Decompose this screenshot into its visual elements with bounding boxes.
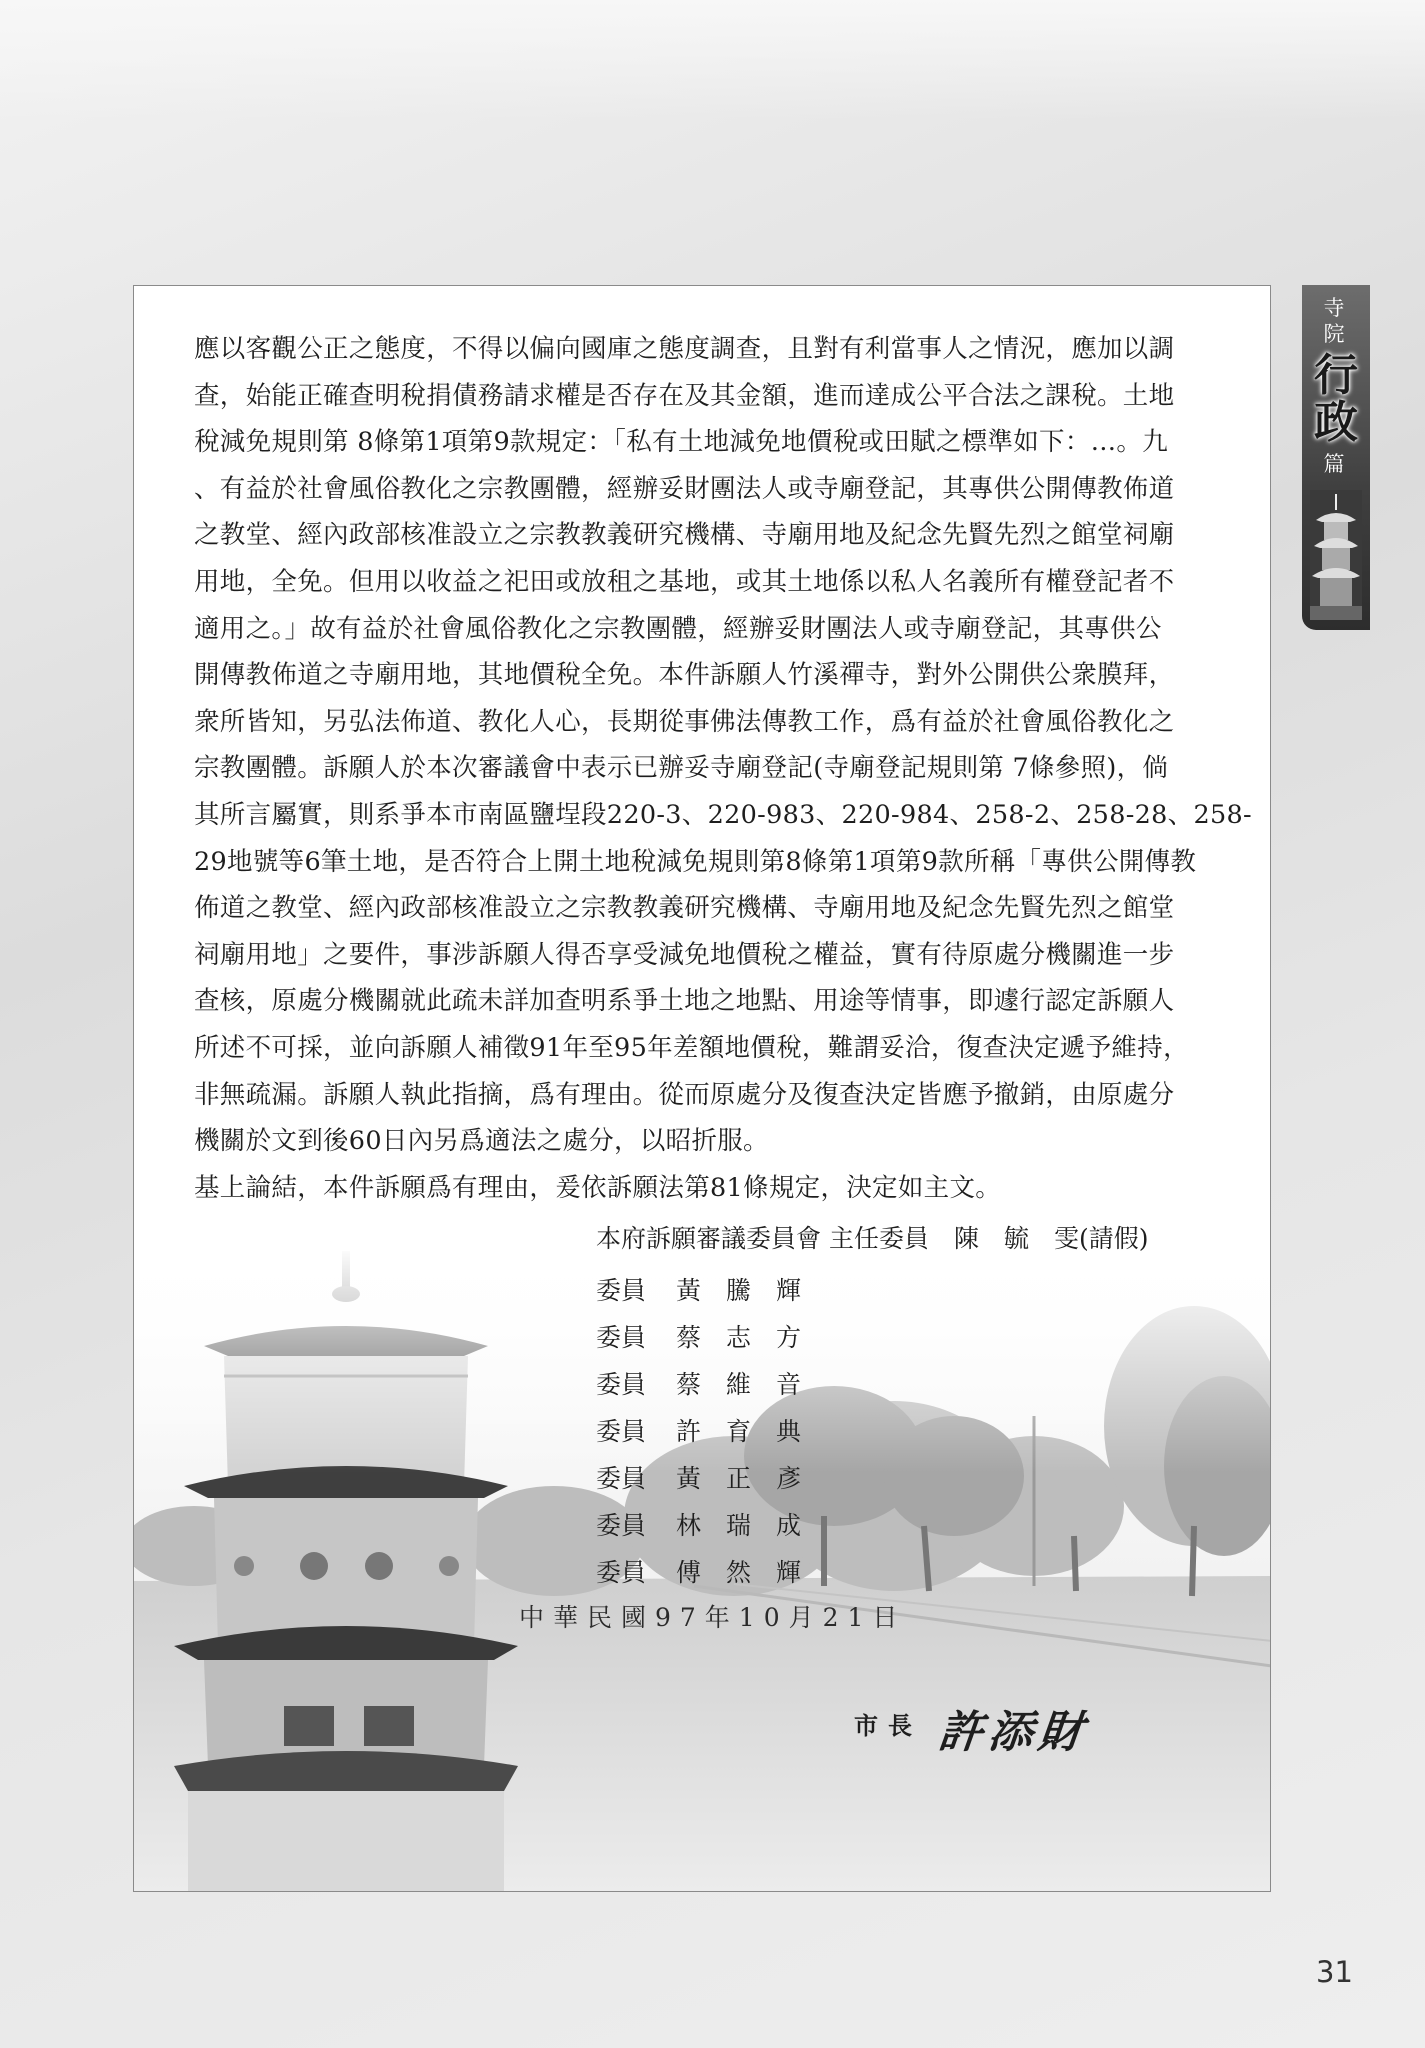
member-label: 委員 [596, 1558, 647, 1587]
body-line: 祠廟用地」之要件，事涉訴願人得否享受減免地價稅之權益，實有待原處分機關進一步 [194, 939, 1175, 970]
committee-member [596, 1459, 826, 1495]
page-number: 31 [1316, 1955, 1353, 1989]
member-label: 委員 [596, 1417, 647, 1446]
body-line: 之教堂、經內政部核准設立之宗教教義研究機構、寺廟用地及紀念先賢先烈之館堂祠廟 [194, 520, 1175, 551]
body-line: 適用之。」故有益於社會風俗教化之宗教團體，經辦妥財團法人或寺廟登記，其專供公 [194, 613, 1162, 644]
body-line: 查，始能正確查明稅捐債務請求權是否存在及其金額，進而達成公平合法之課稅。土地 [194, 380, 1175, 411]
committee-member [596, 1506, 826, 1542]
committee-chair-line: 本府訴願審議委員會 主任委員 陳 毓 雯(請假) [596, 1224, 1149, 1253]
member-name: 許育典 [676, 1417, 827, 1446]
body-line: 查核，原處分機關就此疏未詳加查明系爭土地之地點、用途等情事，即遽行認定訴願人 [194, 986, 1175, 1017]
body-line: 稅減免規則第 8條第1項第9款規定：「私有土地減免地價稅或田賦之標準如下：…。九 [194, 427, 1169, 458]
body-line: 應以客觀公正之態度，不得以偏向國庫之態度調查，且對有利當事人之情況，應加以調 [194, 334, 1175, 364]
member-name: 傅然輝 [676, 1558, 827, 1587]
member-label: 委員 [596, 1464, 647, 1493]
committee-member [596, 1365, 826, 1401]
body-line: 用地，全免。但用以收益之祀田或放租之基地，或其土地係以私人名義所有權登記者不 [194, 566, 1175, 597]
member-name: 蔡志方 [676, 1323, 827, 1352]
member-label: 委員 [596, 1276, 647, 1305]
section-tab-small-char-3: 篇 [1323, 452, 1345, 476]
member-name: 蔡維音 [676, 1370, 827, 1399]
body-line: 機關於文到後60日內另爲適法之處分，以昭折服。 [194, 1126, 769, 1157]
pagoda-icon [1310, 490, 1362, 620]
member-label: 委員 [596, 1370, 647, 1399]
body-line: 所述不可採，並向訴願人補徵91年至95年差額地價稅，難謂妥洽，復查決定遞予維持， [194, 1032, 1189, 1063]
body-line: 29地號等6筆土地，是否符合上開土地稅減免規則第8條第1項第9款所稱「專供公開傳教 [194, 846, 1197, 877]
body-line: 開傳教佈道之寺廟用地，其地價稅全免。本件訴願人竹溪禪寺，對外公開供公衆膜拜， [194, 660, 1175, 691]
section-tab-small-char-1: 寺 [1323, 296, 1345, 320]
decision-date: 中華民國97年10月21日 [519, 1603, 907, 1632]
decision-body-text [194, 326, 1252, 1211]
content-frame [133, 285, 1271, 1892]
member-label: 委員 [596, 1323, 647, 1352]
body-line: 佈道之教堂、經內政部核准設立之宗教教義研究機構、寺廟用地及紀念先賢先烈之館堂 [194, 893, 1175, 924]
committee-member [596, 1412, 826, 1448]
section-tab-big-char-2: 政 [1314, 397, 1358, 448]
member-label: 委員 [596, 1511, 647, 1540]
member-name: 林瑞成 [676, 1511, 827, 1540]
body-line: 宗教團體。訴願人於本次審議會中表示已辦妥寺廟登記(寺廟登記規則第 7條參照)，倘 [194, 753, 1169, 784]
mayor-title: 市長 [854, 1711, 922, 1740]
section-tab-small-char-2: 院 [1323, 322, 1345, 346]
section-tab [1302, 285, 1370, 630]
committee-member [596, 1318, 826, 1354]
committee-member [596, 1271, 826, 1307]
body-line: 其所言屬實，則系爭本市南區鹽埕段220-3、220-983、220-984、258-2、258-28、258- [194, 799, 1252, 830]
section-tab-big-char-1: 行 [1314, 350, 1358, 401]
body-line: 非無疏漏。訴願人執此指摘，爲有理由。從而原處分及復查決定皆應予撤銷，由原處分 [194, 1079, 1175, 1110]
body-line: 衆所皆知，另弘法佈道、教化人心，長期從事佛法傳教工作，爲有益於社會風俗教化之 [194, 706, 1175, 737]
member-name: 黃騰輝 [676, 1276, 827, 1305]
member-name: 黃正彥 [676, 1464, 827, 1493]
body-line: 、有益於社會風俗教化之宗教團體，經辦妥財團法人或寺廟登記，其專供公開傳教佈道 [194, 473, 1175, 504]
top-fade [0, 0, 1425, 120]
mayor-signature: 許添財 [935, 1707, 1092, 1758]
conclusion-line: 基上論結，本件訴願爲有理由，爰依訴願法第81條規定，決定如主文。 [194, 1172, 1002, 1203]
committee-member [596, 1553, 826, 1589]
